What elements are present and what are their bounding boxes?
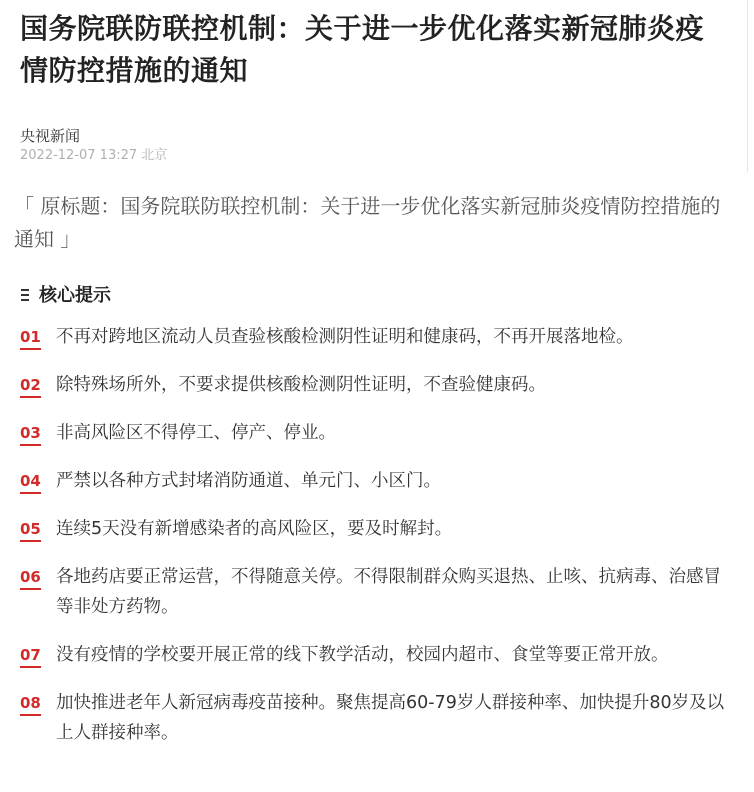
tip-number-text: 07 [20,644,41,668]
article-datetime: 2022-12-07 13:27 北京 [20,148,168,163]
core-tips-title: 核心提示 [39,285,111,306]
tip-number [20,322,56,352]
tip-number-text: 02 [20,374,41,398]
core-tips-header [20,282,732,306]
core-tip-item [20,688,732,748]
tip-number [20,640,56,670]
tip-number-text: 05 [20,518,41,542]
core-tips-list [20,322,732,748]
list-icon [21,288,29,301]
tip-text: 没有疫情的学校要开展正常的线下教学活动，校园内超市、食堂等要正常开放。 [56,645,669,665]
core-tip-item [20,640,732,670]
tip-number-text: 08 [20,692,41,716]
core-tip-item [20,322,732,352]
core-tip-item [20,418,732,448]
tip-text: 严禁以各种方式封堵消防通道、单元门、小区门。 [56,471,441,491]
tip-number [20,370,56,400]
article-title: 国务院联防联控机制：关于进一步优化落实新冠肺炎疫情防控措施的通知 [20,12,705,87]
tip-text: 连续5天没有新增感染者的高风险区，要及时解封。 [56,519,453,539]
core-tip-item [20,514,732,544]
article [14,0,732,766]
tip-text: 加快推进老年人新冠病毒疫苗接种。聚焦提高60-79岁人群接种率、加快提升80岁及以上人群接种率。 [56,693,725,743]
tip-text: 非高风险区不得停工、停产、停业。 [56,423,336,443]
tip-number-text: 06 [20,566,41,590]
tip-number [20,418,56,448]
article-source[interactable]: 央视新闻 [20,127,81,145]
tip-number [20,562,56,592]
core-tip-item [20,370,732,400]
tip-number [20,688,56,718]
tip-number [20,514,56,544]
tip-text: 各地药店要正常运营，不得随意关停。不得限制群众购买退热、止咳、抗病毒、治感冒等非处方药物。 [56,567,721,617]
scrollbar[interactable] [747,0,754,172]
tip-number [20,466,56,496]
tip-text: 除特殊场所外，不要求提供核酸检测阴性证明，不查验健康码。 [56,375,546,395]
core-tip-item [20,562,732,622]
tip-text: 不再对跨地区流动人员查验核酸检测阴性证明和健康码，不再开展落地检。 [56,327,634,347]
tip-number-text: 04 [20,470,41,494]
core-tip-item [20,466,732,496]
tip-number-text: 01 [20,326,41,350]
original-title: 「 原标题：国务院联防联控机制：关于进一步优化落实新冠肺炎疫情防控措施的通知 」 [14,194,721,251]
tip-number-text: 03 [20,422,41,446]
